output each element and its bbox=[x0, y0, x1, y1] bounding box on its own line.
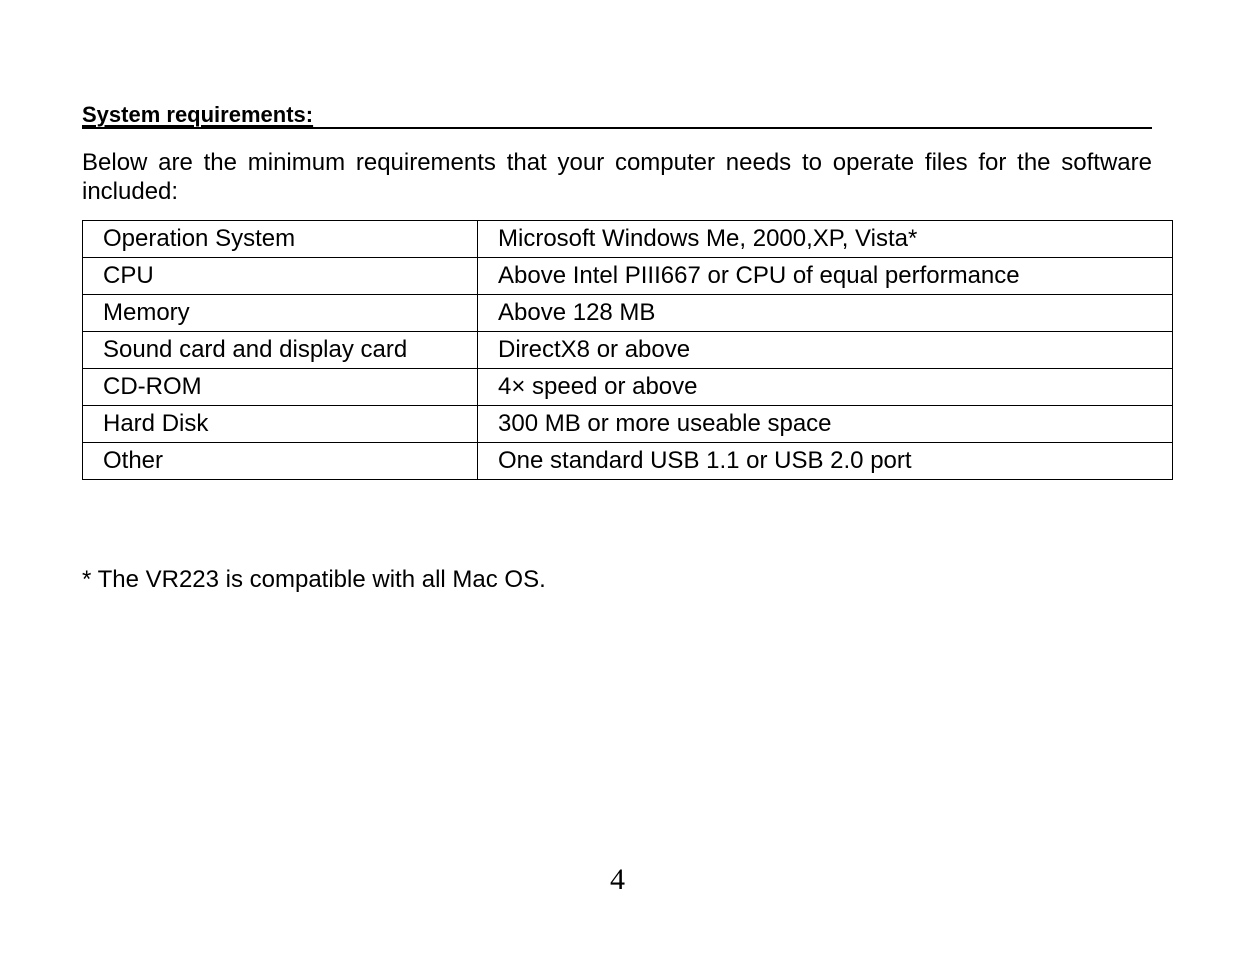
requirement-item: Hard Disk bbox=[83, 406, 478, 443]
section-heading bbox=[82, 101, 1152, 129]
requirement-item: Sound card and display card bbox=[83, 332, 478, 369]
requirement-value: DirectX8 or above bbox=[478, 332, 1173, 369]
requirement-item: CPU bbox=[83, 258, 478, 295]
requirement-value: Microsoft Windows Me, 2000,XP, Vista* bbox=[478, 221, 1173, 258]
table-row bbox=[83, 369, 1173, 406]
requirement-item: Other bbox=[83, 443, 478, 480]
table-row bbox=[83, 406, 1173, 443]
requirement-item: CD-ROM bbox=[83, 369, 478, 406]
table-row bbox=[83, 443, 1173, 480]
requirement-value: 300 MB or more useable space bbox=[478, 406, 1173, 443]
section-heading-text: System requirements: bbox=[82, 102, 314, 127]
table-row bbox=[83, 221, 1173, 258]
table-row bbox=[83, 332, 1173, 369]
footnote: * The VR223 is compatible with all Mac OS. bbox=[82, 566, 546, 593]
requirement-value: 4× speed or above bbox=[478, 369, 1173, 406]
intro-paragraph: Below are the minimum requirements that your computer needs to operate files for the software included: bbox=[82, 149, 1152, 205]
table-row bbox=[83, 295, 1173, 332]
requirement-value: Above 128 MB bbox=[478, 295, 1173, 332]
requirement-value: One standard USB 1.1 or USB 2.0 port bbox=[478, 443, 1173, 480]
requirement-value: Above Intel PIII667 or CPU of equal performance bbox=[478, 258, 1173, 295]
requirement-item: Memory bbox=[83, 295, 478, 332]
table-row bbox=[83, 258, 1173, 295]
requirements-table bbox=[82, 220, 1173, 480]
page-number: 4 bbox=[610, 863, 625, 896]
requirement-item: Operation System bbox=[83, 221, 478, 258]
